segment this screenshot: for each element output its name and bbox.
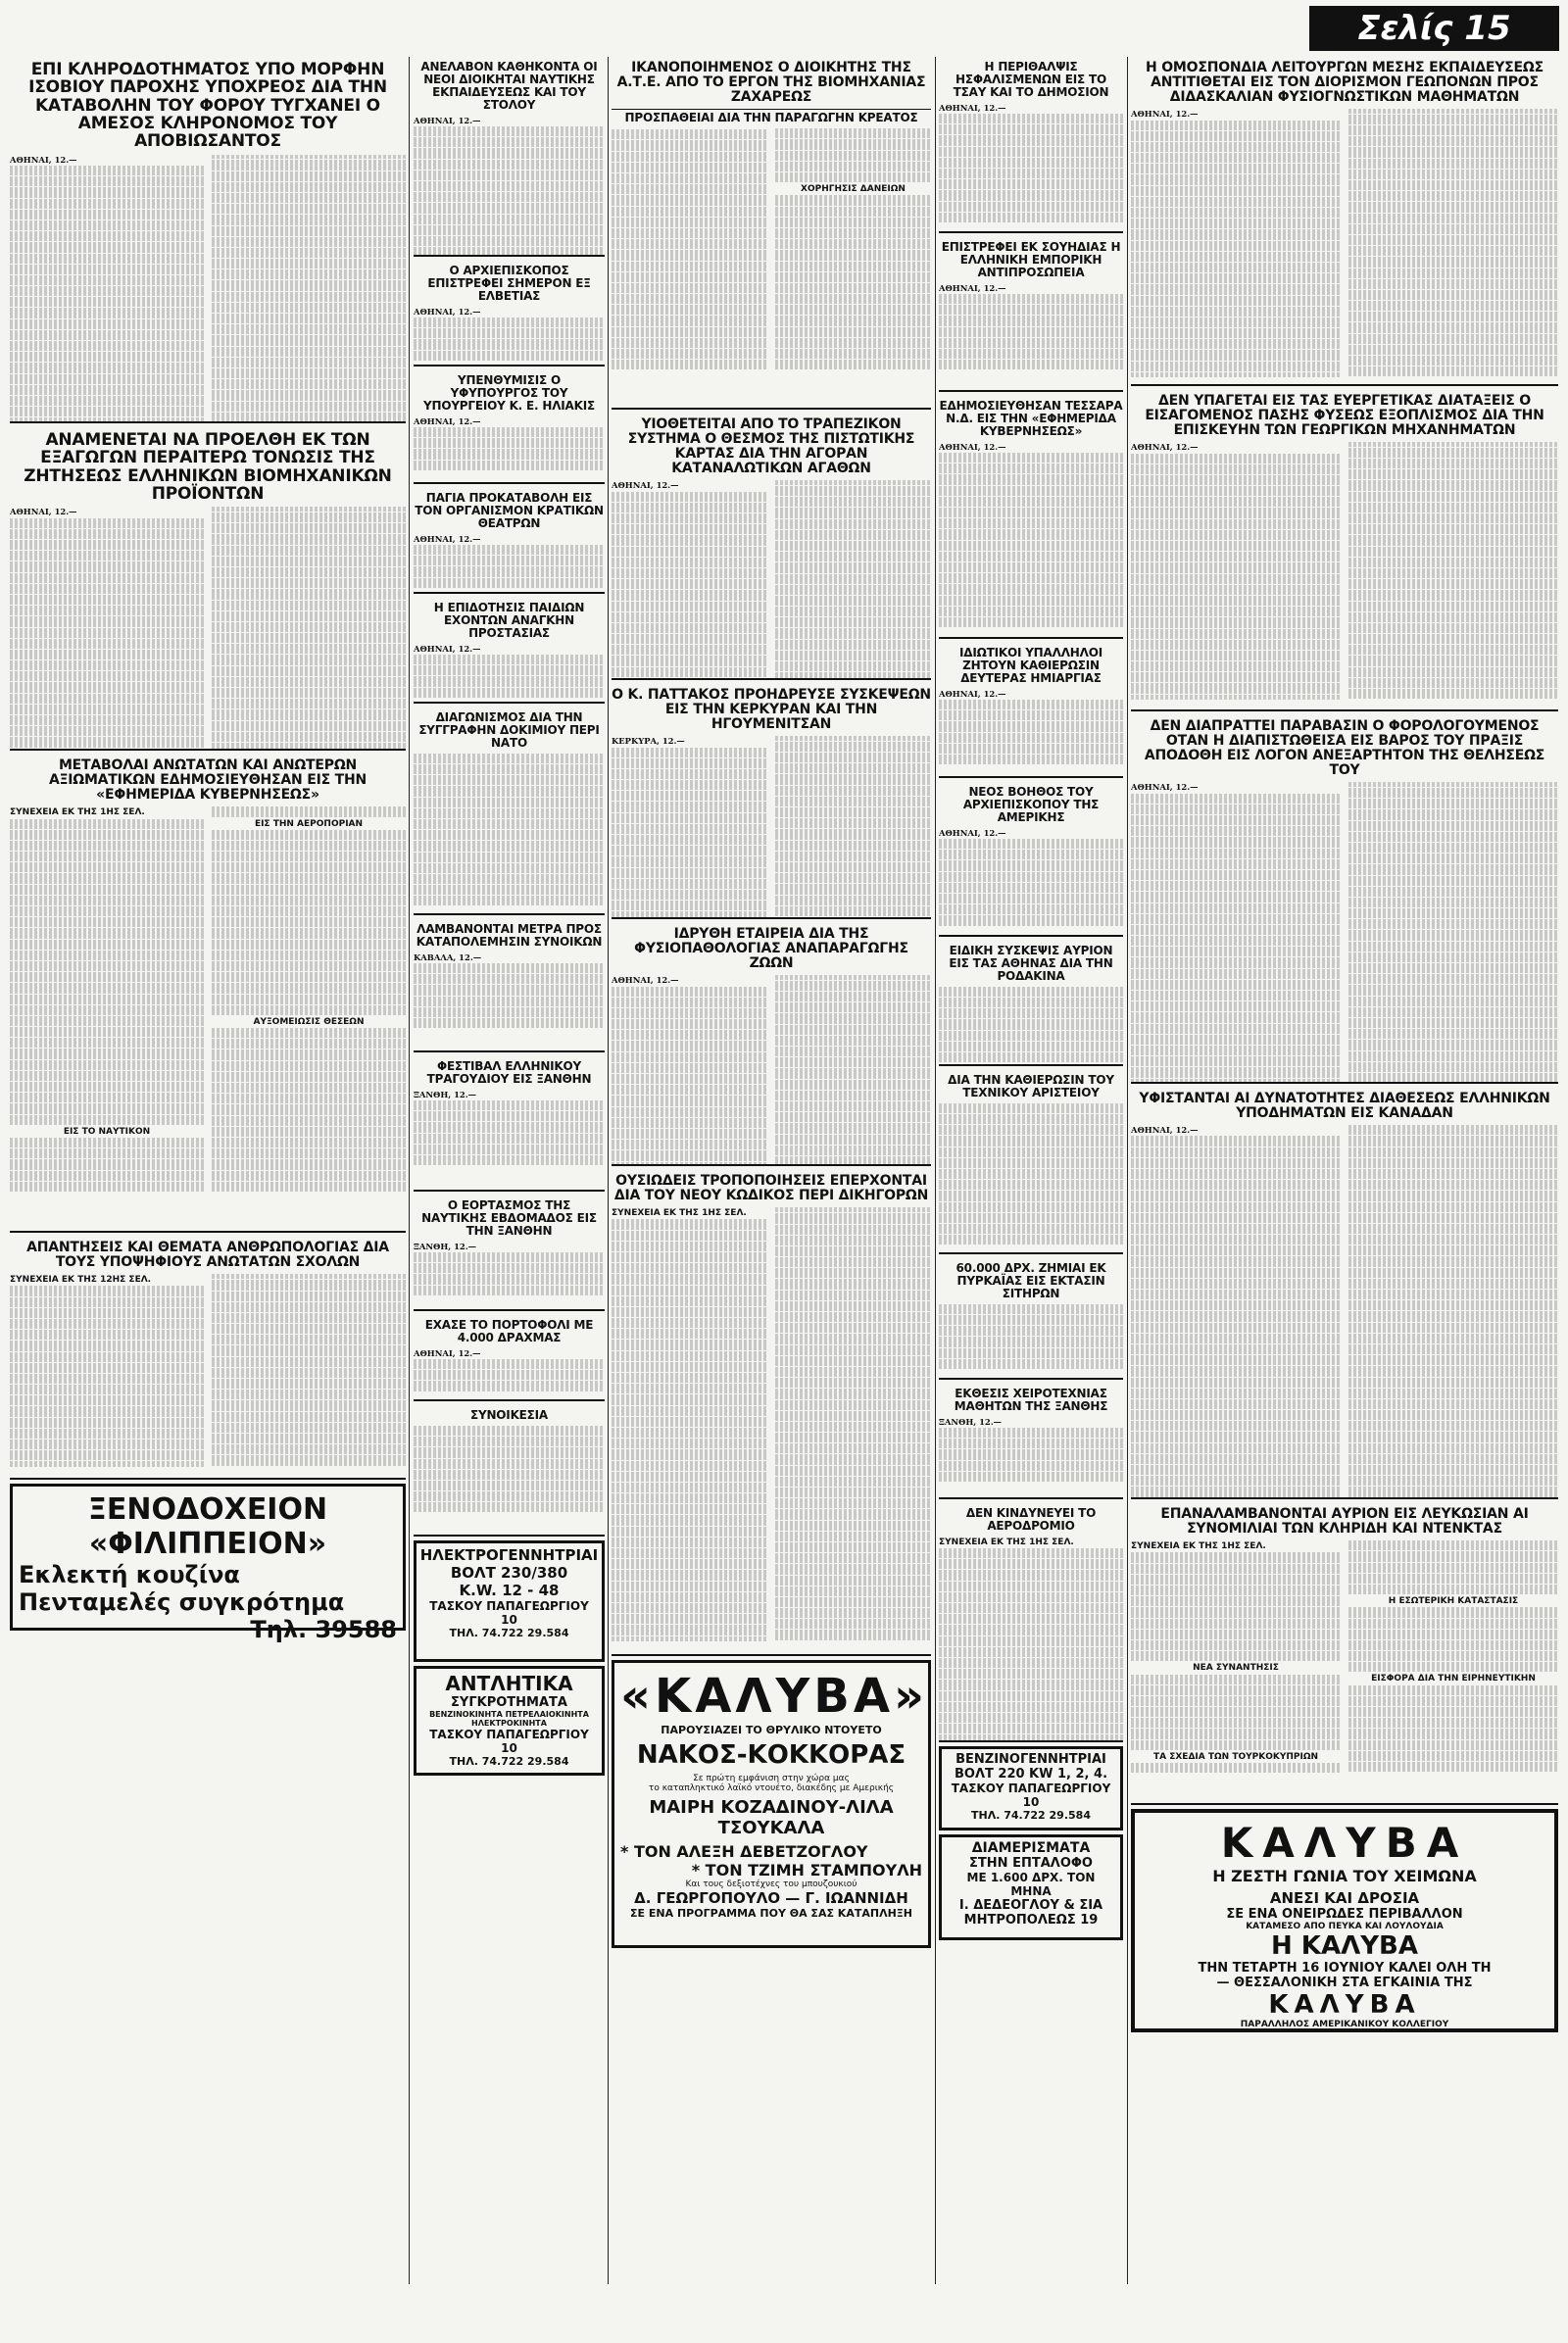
ad-line: ΣΤΗΝ ΕΠΤΑΛΟΦΟ	[969, 1856, 1093, 1871]
ad-line: ΚΑΤΑΜΕΣΟ ΑΠΟ ΠΕΥΚΑ ΚΑΙ ΛΟΥΛΟΥΔΙΑ	[1246, 1922, 1444, 1931]
article-pattakos	[612, 684, 931, 919]
headline: ΠΑΓΙΑ ΠΡΟΚΑΤΑΒΟΛΗ ΕΙΣ ΤΟΝ ΟΡΓΑΝΙΣΜΟΝ ΚΡΑΤΙΚΩΝ ΘΕΑΤΡΩΝ	[415, 491, 604, 530]
headline: ΜΕΤΑΒΟΛΑΙ ΑΝΩΤΑΤΩΝ ΚΑΙ ΑΝΩΤΕΡΩΝ ΑΞΙΩΜΑΤΙΚΩΝ ΕΔΗΜΟΣΙΕΥΘΗΣΑΝ ΕΙΣ ΤΗΝ «ΕΦΗΜΕΡΙΔΑ ΚΥΒΕΡΝΗΣΕΩΣ»	[48, 757, 368, 804]
ad-line: Και τους δεξιοτέχνες του μπουζουκιού	[685, 1879, 858, 1889]
article-body	[612, 128, 931, 370]
article-credit	[612, 414, 931, 680]
subheading: ΕΙΣ ΤΟ ΝΑΥΤΙΚΟΝ	[63, 1126, 151, 1137]
subheadline: ΠΡΟΣΠΑΘΕΙΑΙ ΔΙΑ ΤΗΝ ΠΑΡΑΓΩΓΗΝ ΚΡΕΑΤΟΣ	[612, 109, 931, 124]
headline: ΔΕΝ ΔΙΑΠΡΑΤΤΕΙ ΠΑΡΑΒΑΣΙΝ Ο ΦΟΡΟΛΟΓΟΥΜΕΝΟΣ ΟΤΑΝ Η ΔΙΑΠΙΣΤΩΘΕΙΣΑ ΕΙΣ ΒΑΡΟΣ ΤΟΥ ΠΡΑΞΙΣ ΑΠΟΔΟΘΗ ΕΙΣ ΛΟΓΟΝ ΑΝΕΞΑΡΤΗΤΟΝ ΤΗΣ ΘΕΛΗΣΕΩΣ ΤΟΥ	[1144, 718, 1545, 779]
ad-hotel	[10, 1484, 406, 1643]
headline: ΥΦΙΣΤΑΝΤΑΙ ΑΙ ΔΥΝΑΤΟΤΗΤΕΣ ΔΙΑΘΕΣΕΩΣ ΕΛΛΗΝΙΚΩΝ ΥΠΟΔΗΜΑΤΩΝ ΕΙΣ ΚΑΝΑΔΑΝ	[1139, 1091, 1550, 1122]
column-rule	[1127, 57, 1128, 2284]
dateline: ΚΑΒΑΛΑ, 12.—	[414, 952, 482, 962]
dateline: ΑΘΗΝΑΙ, 12.—	[414, 115, 481, 125]
article-nato	[414, 708, 605, 915]
continuation-label: ΣΥΝΕΧΕΙΑ ΕΚ ΤΗΣ 1ΗΣ ΣΕΛ.	[10, 807, 145, 818]
article-body	[612, 480, 931, 680]
article-tech-award	[939, 1070, 1123, 1254]
article-theatres	[414, 488, 605, 594]
ad-line: ΜΕ 1.600 ΔΡΧ. ΤΟΝ ΜΗΝΑ	[966, 1871, 1096, 1898]
subheading: ΑΥΞΟΜΕΙΩΣΙΣ ΘΕΣΕΩΝ	[253, 1016, 365, 1027]
article-agronomists	[1131, 57, 1558, 386]
headline: ΛΑΜΒΑΝΟΝΤΑΙ ΜΕΤΡΑ ΠΡΟΣ ΚΑΤΑΠΟΛΕΜΗΣΙΝ ΣΥΝΟΙΚΩΝ	[416, 922, 603, 949]
subheading: ΕΙΣ ΤΗΝ ΑΕΡΟΠΟΡΙΑΝ	[254, 818, 364, 829]
headline: ΔΕΝ ΥΠΑΓΕΤΑΙ ΕΙΣ ΤΑΣ ΕΥΕΡΓΕΤΙΚΑΣ ΔΙΑΤΑΞΕΙΣ Ο ΕΙΣΑΓΟΜΕΝΟΣ ΠΑΣΗΣ ΦΥΣΕΩΣ ΕΞΟΠΛΙΣΜΟΣ ΔΙΑ ΤΗΝ ΕΠΙΣΚΕΥΗΝ ΤΩΝ ΓΕΩΡΓΙΚΩΝ ΜΗΧΑΝΗΜΑΤΩΝ	[1145, 393, 1544, 439]
article-fire	[414, 919, 605, 1052]
dateline: ΑΘΗΝΑΙ, 12.—	[612, 480, 679, 491]
article-archbishop	[414, 261, 605, 366]
headline: ΕΠΙ ΚΛΗΡΟΔΟΤΗΜΑΤΟΣ ΥΠΟ ΜΟΡΦΗΝ ΙΣΟΒΙΟΥ ΠΑΡΟΧΗΣ ΥΠΟΧΡΕΟΣ ΔΙΑ ΤΗΝ ΚΑΤΑΒΟΛΗΝ ΤΟΥ ΦΟΡΟΥ ΤΥΓΧΑΝΕΙ Ο ΑΜΕΣΟΣ ΚΛΗΡΟΝΟΜΟΣ ΤΟΥ ΑΠΟΒΙΩΣΑΝΤΟΣ	[28, 60, 387, 152]
article-deputy	[414, 370, 605, 484]
dateline: ΑΘΗΝΑΙ, 12.—	[1131, 442, 1199, 453]
article-body	[10, 1274, 406, 1466]
article-rhodes	[939, 941, 1123, 1066]
continuation-label: ΣΥΝΕΧΕΙΑ ΕΚ ΤΗΣ 1ΗΣ ΣΕΛ.	[939, 1537, 1074, 1547]
headline: Ο ΑΡΧΙΕΠΙΣΚΟΠΟΣ ΕΠΙΣΤΡΕΦΕΙ ΣΗΜΕΡΟΝ ΕΞ ΕΛΒΕΤΙΑΣ	[427, 264, 591, 303]
headline: ΕΙΔΙΚΗ ΣΥΣΚΕΨΙΣ ΑΥΡΙΟΝ ΕΙΣ ΤΑΣ ΑΘΗΝΑΣ ΔΙΑ ΤΗΝ ΡΟΔΑΚΙΝΑ	[949, 944, 1113, 983]
article-body	[612, 736, 931, 917]
article-private	[939, 643, 1123, 778]
article-canada	[1131, 1088, 1558, 1499]
headline: ΑΝΑΜΕΝΕΤΑΙ ΝΑ ΠΡΟΕΛΘΗ ΕΚ ΤΩΝ ΕΞΑΓΩΓΩΝ ΠΕΡΑΙΤΕΡΩ ΤΟΝΩΣΙΣ ΤΗΣ ΖΗΤΗΣΕΩΣ ΕΛΛΗΝΙΚΩΝ ΒΙΟΜΗΧΑΝΙΚΩΝ ΠΡΟΪΟΝΤΩΝ	[24, 430, 392, 505]
subheading: ΤΑ ΣΧΕΔΙΑ ΤΩΝ ΤΟΥΡΚΟΚΥΠΡΙΩΝ	[1152, 1751, 1319, 1762]
ad-line: ΣΥΓΚΡΟΤΗΜΑΤΑ	[451, 1695, 567, 1710]
article-body	[1131, 1125, 1558, 1497]
ad-line: ΑΝΤΛΗΤΙΚΑ	[445, 1672, 573, 1695]
article-body	[612, 975, 931, 1166]
article-festival	[414, 1056, 605, 1192]
article-tax	[1131, 715, 1558, 1084]
headline: Ο Κ. ΠΑΤΤΑΚΟΣ ΠΡΟΗΔΡΕΥΣΕ ΣΥΣΚΕΨΕΩΝ ΕΙΣ ΤΗΝ ΚΕΡΚΥΡΑΝ ΚΑΙ ΤΗΝ ΗΓΟΥΜΕΝΙΤΣΑΝ	[612, 687, 931, 733]
headline: ΑΝΕΛΑΒΟΝ ΚΑΘΗΚΟΝΤΑ ΟΙ ΝΕΟΙ ΔΙΟΙΚΗΤΑΙ ΝΑΥΤΙΚΗΣ ΕΚΠΑΙΔΕΥΣΕΩΣ ΚΑΙ ΤΟΥ ΣΤΟΛΟΥ	[420, 60, 598, 112]
headline: ΥΙΟΘΕΤΕΙΤΑΙ ΑΠΟ ΤΟ ΤΡΑΠΕΖΙΚΟΝ ΣΥΣΤΗΜΑ Ο ΘΕΣΜΟΣ ΤΗΣ ΠΙΣΤΩΤΙΚΗΣ ΚΑΡΤΑΣ ΔΙΑ ΤΗΝ ΑΓΟΡΑΝ ΚΑΤΑΝΑΛΩΤΙΚΩΝ ΑΓΑΘΩΝ	[627, 416, 915, 477]
ad-line: Ι. ΔΕΔΕΟΓΛΟΥ & ΣΙΑ	[958, 1898, 1103, 1913]
headline: ΕΠΑΝΑΛΑΜΒΑΝΟΝΤΑΙ ΑΥΡΙΟΝ ΕΙΣ ΛΕΥΚΩΣΙΑΝ ΑΙ ΣΥΝΟΜΙΛΙΑΙ ΤΩΝ ΚΛΗΡΙΔΗ ΚΑΙ ΝΤΕΝΚΤΑΣ	[1160, 1506, 1529, 1538]
ad-line: ΔΙΑΜΕΡΙΣΜΑΤΑ	[971, 1840, 1091, 1856]
article-machinery	[1131, 390, 1558, 711]
column-1	[10, 57, 406, 2284]
ad-hotel-line3: Εκλεκτή κουζίνα	[19, 1561, 240, 1588]
ad-line: ΤΑΣΚΟΥ ΠΑΠΑΓΕΩΡΓΙΟΥ 10	[429, 1728, 589, 1755]
article-bishop	[939, 782, 1123, 937]
article-district	[939, 57, 1123, 233]
ad-singer: ΜΑΙΡΗ ΚΟΖΑΔΙΝΟΥ-ΛΙΛΑ ΤΣΟΥΚΑΛΑ	[649, 1797, 894, 1838]
ad-line: το καταπληκτικό λαϊκό ντουέτο, διακέδης με Αμερικής	[648, 1783, 895, 1793]
article-exports	[10, 427, 406, 751]
ad-line: ΜΗΤΡΟΠΟΛΕΩΣ 19	[963, 1913, 1099, 1928]
headline: ΕΔΗΜΟΣΙΕΥΘΗΣΑΝ ΤΕΣΣΑΡΑ Ν.Δ. ΕΙΣ ΤΗΝ «ΕΦΗΜΕΡΙΔΑ ΚΥΒΕΡΝΗΣΕΩΣ»	[939, 399, 1123, 438]
article-lawyers	[612, 1170, 931, 1656]
dateline: ΑΘΗΝΑΙ, 12.—	[414, 306, 481, 317]
headline: ΝΕΟΣ ΒΟΗΘΟΣ ΤΟΥ ΑΡΧΙΕΠΙΣΚΟΠΟΥ ΤΗΣ ΑΜΕΡΙΚΗΣ	[962, 785, 1100, 824]
dateline: ΚΕΡΚΥΡΑ, 12.—	[612, 736, 685, 747]
dateline: ΞΑΝΘΗ, 12.—	[939, 1416, 1003, 1427]
headline: ΔΕΝ ΚΙΝΔΥΝΕΥΕΙ ΤΟ ΑΕΡΟΔΡΟΜΙΟ	[965, 1506, 1097, 1533]
column-2	[414, 57, 605, 2284]
article-cyprus	[1131, 1503, 1558, 1805]
headline: Η ΟΜΟΣΠΟΝΔΙΑ ΛΕΙΤΟΥΡΓΩΝ ΜΕΣΗΣ ΕΚΠΑΙΔΕΥΣΕΩΣ ΑΝΤΙΤΙΘΕΤΑΙ ΕΙΣ ΤΟΝ ΔΙΟΡΙΣΜΟΝ ΓΕΩΠΟΝΩΝ ΠΡΟΣ ΔΙΔΑΣΚΑΛΙΑΝ ΦΥΣΙΟΓΝΩΣΤΙΚΩΝ ΜΑΘΗΜΑΤΩΝ	[1146, 60, 1544, 106]
dateline: ΑΘΗΝΑΙ, 12.—	[414, 1347, 481, 1358]
headline: ΔΙΑ ΤΗΝ ΚΑΘΙΕΡΩΣΙΝ ΤΟΥ ΤΕΧΝΙΚΟΥ ΑΡΙΣΤΕΙΟΥ	[948, 1073, 1114, 1099]
article-body	[1131, 782, 1558, 1084]
headline: ΑΠΑΝΤΗΣΕΙΣ ΚΑΙ ΘΕΜΑΤΑ ΑΝΘΡΩΠΟΛΟΓΙΑΣ ΔΙΑ ΤΟΥΣ ΥΠΟΨΗΦΙΟΥΣ ΑΝΩΤΑΤΩΝ ΣΧΟΛΩΝ	[26, 1240, 389, 1271]
dateline: ΑΘΗΝΑΙ, 12.—	[414, 643, 481, 654]
headline: ΣΥΝΟΙΚΕΣΙΑ	[469, 1408, 549, 1422]
subheading: ΕΙΣΦΟΡΑ ΔΙΑ ΤΗΝ ΕΙΡΗΝΕΥΤΙΚΗΝ	[1371, 1674, 1536, 1684]
column-rule	[409, 57, 410, 2284]
article-body	[10, 806, 406, 1193]
article-body	[1131, 1540, 1558, 1773]
article-sugar	[612, 57, 931, 410]
article-inheritance	[10, 57, 406, 423]
ad-phone: ΤΗΛ. 74.722 29.584	[971, 1809, 1091, 1822]
column-5	[1131, 57, 1558, 2284]
ad-line: Η ΖΕΣΤΗ ΓΩΝΙΑ ΤΟΥ ΧΕΙΜΩΝΑ	[1212, 1867, 1477, 1885]
headline: ΟΥΣΙΩΔΕΙΣ ΤΡΟΠΟΠΟΙΗΣΕΙΣ ΕΠΕΡΧΟΝΤΑΙ ΔΙΑ ΤΟΥ ΝΕΟΥ ΚΩΔΙΚΟΣ ΠΕΡΙ ΔΙΚΗΓΟΡΩΝ	[613, 1173, 929, 1204]
headline: Ο ΕΟΡΤΑΣΜΟΣ ΤΗΣ ΝΑΥΤΙΚΗΣ ΕΒΔΟΜΑΔΟΣ ΕΙΣ ΤΗΝ ΞΑΝΘΗΝ	[421, 1198, 597, 1238]
article-airport	[939, 1503, 1123, 1742]
ad-line: * ΤΟΝ ΤΖΙΜΗ ΣΤΑΜΠΟΥΛΗ	[691, 1861, 922, 1879]
headline: ΙΔΙΩΤΙΚΟΙ ΥΠΑΛΛΗΛΟΙ ΖΗΤΟΥΝ ΚΑΘΙΕΡΩΣΙΝ ΔΕΥΤΕΡΑΣ ΗΜΙΑΡΓΙΑΣ	[958, 646, 1102, 685]
headline: ΥΠΕΝΘΥΜΙΣΙΣ Ο ΥΦΥΠΟΥΡΓΟΣ ΤΟΥ ΥΠΟΥΡΓΕΙΟΥ Κ. Ε. ΗΛΙΑΚΙΣ	[422, 373, 595, 413]
article-synoikesia	[414, 1405, 605, 1537]
dateline: ΑΘΗΝΑΙ, 12.—	[939, 688, 1006, 699]
continuation-label: ΣΥΝΕΧΕΙΑ ΕΚ ΤΗΣ 1ΗΣ ΣΕΛ.	[612, 1208, 747, 1219]
dateline: ΑΘΗΝΑΙ, 12.—	[612, 975, 679, 986]
article-body	[10, 507, 406, 751]
ad-line: Σε πρώτη εμφάνιση στην χώρα μας	[693, 1774, 850, 1783]
article-body	[1131, 109, 1558, 377]
subheading: ΧΟΡΗΓΗΣΙΣ ΔΑΝΕΙΩΝ	[801, 184, 906, 195]
ad-kalyva-name-2: Η ΚΑΛΥΒΑ	[1271, 1931, 1418, 1961]
ad-line: ΤΑΣΚΟΥ ΠΑΠΑΓΕΩΡΓΙΟΥ 10	[429, 1599, 589, 1627]
dateline: ΑΘΗΝΑΙ, 12.—	[939, 441, 1006, 452]
ad-line: Κ.W. 12 - 48	[459, 1582, 560, 1599]
ad-duo-name: ΝΑΚΟΣ-ΚΟΚΚΟΡΑΣ	[636, 1740, 906, 1770]
article-body	[612, 1207, 931, 1640]
dateline: ΞΑΝΘΗ, 12.—	[414, 1089, 477, 1099]
ad-kalyva-winter	[1131, 1809, 1558, 2032]
ad-hotel-phone: Τηλ. 39588	[250, 1616, 397, 1643]
ad-line: ΠΑΡΑΛΛΗΛΟΣ ΑΜΕΡΙΚΑΝΙΚΟΥ ΚΟΛΛΕΓΙΟΥ	[1240, 2020, 1449, 2029]
ad-line: ΒΟΛΤ 220 KW 1, 2, 4.	[954, 1767, 1108, 1782]
dateline: ΑΘΗΝΑΙ, 12.—	[939, 282, 1006, 293]
dateline: ΑΘΗΝΑΙ, 12.—	[1131, 109, 1199, 120]
headline: ΙΚΑΝΟΠΟΙΗΜΕΝΟΣ Ο ΔΙΟΙΚΗΤΗΣ ΤΗΣ Α.Τ.Ε. ΑΠΟ ΤΟ ΕΡΓΟΝ ΤΗΣ ΒΙΟΜΗΧΑΝΙΑΣ ΖΑΧΑΡΕΩΣ	[616, 60, 926, 106]
dateline: ΑΘΗΝΑΙ, 12.—	[1131, 1125, 1199, 1136]
article-body	[1131, 442, 1558, 700]
ad-kalyva-name: «ΚΑΛΥΒΑ»	[620, 1669, 928, 1724]
headline: Η ΕΠΙΔΟΤΗΣΙΣ ΠΑΙΔΙΩΝ ΕΧΟΝΤΩΝ ΑΝΑΓΚΗΝ ΠΡΟΣΤΑΣΙΑΣ	[433, 601, 585, 640]
headline: ΕΧΑΣΕ ΤΟ ΠΟΡΤΟΦΟΛΙ ΜΕ 4.000 ΔΡΑΧΜΑΣ	[424, 1318, 594, 1344]
headline: 60.000 ΔΡΧ. ΖΗΜΙΑΙ ΕΚ ΠΥΡΚΑΪΑΣ ΕΙΣ ΕΚΤΑΣΙΝ ΣΙΤΗΡΩΝ	[956, 1261, 1106, 1300]
ad-line: ΗΛΕΚΤΡΟΓΕΝΝΗΤΡΙΑΙ	[419, 1546, 599, 1564]
headline: ΕΚΘΕΣΙΣ ΧΕΙΡΟΤΕΧΝΙΑΣ ΜΑΘΗΤΩΝ ΤΗΣ ΞΑΝΘΗΣ	[954, 1387, 1108, 1413]
subheading: ΝΕΑ ΣΥΝΑΝΤΗΣΙΣ	[1193, 1663, 1279, 1674]
continuation-label: ΣΥΝΕΧΕΙΑ ΕΚ ΤΗΣ 12ΗΣ ΣΕΛ.	[10, 1275, 152, 1286]
dateline: ΑΘΗΝΑΙ, 12.—	[1131, 782, 1199, 793]
headline: ΕΠΙΣΤΡΕΦΕΙ ΕΚ ΣΟΥΗΔΙΑΣ Η ΕΛΛΗΝΙΚΗ ΕΜΠΟΡΙΚΗ ΑΝΤΙΠΡΟΣΩΠΕΙΑ	[941, 240, 1121, 279]
article-body	[10, 155, 406, 423]
dateline: ΑΘΗΝΑΙ, 12.—	[939, 102, 1006, 113]
dateline: ΑΘΗΝΑΙ, 12.—	[414, 533, 481, 544]
continuation-label: ΣΥΝΕΧΕΙΑ ΕΚ ΤΗΣ 1ΗΣ ΣΕΛ.	[1131, 1541, 1266, 1552]
article-officers	[10, 755, 406, 1233]
ad-pumps	[414, 1666, 605, 1776]
ad-line: — ΘΕΣΣΑΛΟΝΙΚΗ ΣΤΑ ΕΓΚΑΙΝΙΑ ΤΗΣ	[1216, 1976, 1473, 1990]
ad-footer: ΣΕ ΕΝΑ ΠΡΟΓΡΑΜΜΑ ΠΟΥ ΘΑ ΣΑΣ ΚΑΤΑΠΛΗΞΗ	[630, 1907, 912, 1920]
headline: ΙΔΡΥΘΗ ΕΤΑΙΡΕΙΑ ΔΙΑ ΤΗΣ ΦΥΣΙΟΠΑΘΟΛΟΓΙΑΣ ΑΝΑΠΑΡΑΓΩΓΗΣ ΖΩΩΝ	[634, 926, 908, 972]
ad-line: ΒΕΝΖΙΝΟΚΙΝΗΤΑ ΠΕΤΡΕΛΑΙΟΚΙΝΗΤΑ ΗΛΕΚΤΡΟΚΙΝΗΤΑ	[429, 1710, 589, 1728]
dateline: ΑΘΗΝΑΙ, 12.—	[414, 415, 481, 426]
ad-line: ΠΑΡΟΥΣΙΑΖΕΙ ΤΟ ΘΡΥΛΙΚΟ ΝΤΟΥΕΤΟ	[661, 1724, 882, 1736]
article-allowance	[414, 598, 605, 704]
column-rule	[608, 57, 609, 2284]
ad-hotel-line2: «ΦΙΛΙΠΠΕΙΟΝ»	[88, 1527, 327, 1561]
ad-line: ΣΕ ΕΝΑ ΟΝΕΙΡΩΔΕΣ ΠΕΡΙΒΑΛΛΟΝ	[1226, 1907, 1463, 1922]
article-suda	[939, 237, 1123, 392]
column-rule	[935, 57, 936, 2284]
dateline: ΞΑΝΘΗ, 12.—	[414, 1241, 477, 1251]
article-damages	[939, 1258, 1123, 1380]
ad-kalyva-name-3: ΚΑΛΥΒΑ	[1268, 1990, 1421, 2020]
ad-line: ΒΟΛΤ 230/380	[450, 1564, 568, 1582]
headline: ΦΕΣΤΙΒΑΛ ΕΛΛΗΝΙΚΟΥ ΤΡΑΓΟΥΔΙΟΥ ΕΙΣ ΞΑΝΘΗΝ	[426, 1059, 592, 1086]
ad-hotel-line4: Πενταμελές συγκρότημα	[19, 1588, 345, 1616]
article-foundation	[612, 923, 931, 1166]
dateline: ΑΘΗΝΑΙ, 12.—	[10, 507, 77, 517]
ad-kalyva-name: ΚΑΛΥΒΑ	[1220, 1819, 1469, 1867]
ad-phone: ΤΗΛ. 74.722 29.584	[449, 1755, 569, 1768]
ad-apartments	[939, 1834, 1123, 1940]
ad-line: ΒΕΝΖΙΝΟΓΕΝΝΗΤΡΙΑΙ	[956, 1752, 1106, 1767]
ad-kalyva-duo	[612, 1660, 931, 1948]
article-nd	[939, 396, 1123, 639]
dateline: ΑΘΗΝΑΙ, 12.—	[10, 154, 77, 165]
subheading: Η ΕΣΩΤΕΡΙΚΗ ΚΑΤΑΣΤΑΣΙΣ	[1388, 1596, 1519, 1607]
column-3	[612, 57, 931, 2284]
article-exhibition	[939, 1384, 1123, 1499]
article-exams	[10, 1237, 406, 1480]
headline: Η ΠΕΡΙΘΑΛΨΙΣ ΗΣΦΑΛΙΣΜΕΝΩΝ ΕΙΣ ΤΟ ΤΣΑΥ ΚΑΙ ΤΟ ΔΗΜΟΣΙΟΝ	[953, 60, 1109, 99]
dateline: ΑΘΗΝΑΙ, 12.—	[939, 827, 1006, 838]
article-wallet	[414, 1315, 605, 1401]
ad-line: ΑΝΕΣΙ ΚΑΙ ΔΡΟΣΙΑ	[1269, 1889, 1420, 1907]
ad-hotel-line1: ΞΕΝΟΔΟΧΕΙΟΝ	[87, 1492, 328, 1527]
ad-line: ΤΗΝ ΤΕΤΑΡΤΗ 16 ΙΟΥΝΙΟΥ ΚΑΛΕΙ ΟΛΗ ΤΗ	[1198, 1961, 1492, 1976]
headline: ΔΙΑΓΩΝΙΣΜΟΣ ΔΙΑ ΤΗΝ ΣΥΓΓΡΑΦΗΝ ΔΟΚΙΜΙΟΥ ΠΕΡΙ ΝΑΤΟ	[418, 710, 600, 750]
ad-generators	[414, 1540, 605, 1662]
ad-musicians: Δ. ΓΕΩΡΓΟΠΟΥΛΟ — Γ. ΙΩΑΝΝΙΔΗ	[634, 1889, 908, 1907]
article-navy	[414, 57, 605, 257]
ad-phone: ΤΗΛ. 74.722 29.584	[449, 1627, 569, 1639]
ad-petrol-generators	[939, 1746, 1123, 1830]
page-number-badge: Σελίς 15	[1309, 6, 1559, 51]
article-navy-week	[414, 1196, 605, 1311]
column-4	[939, 57, 1123, 2284]
ad-line: * ΤΟΝ ΑΛΕΞΗ ΔΕΒΕΤΖΟΓΛΟΥ	[620, 1842, 868, 1861]
ad-line: ΤΑΣΚΟΥ ΠΑΠΑΓΕΩΡΓΙΟΥ 10	[951, 1782, 1111, 1809]
